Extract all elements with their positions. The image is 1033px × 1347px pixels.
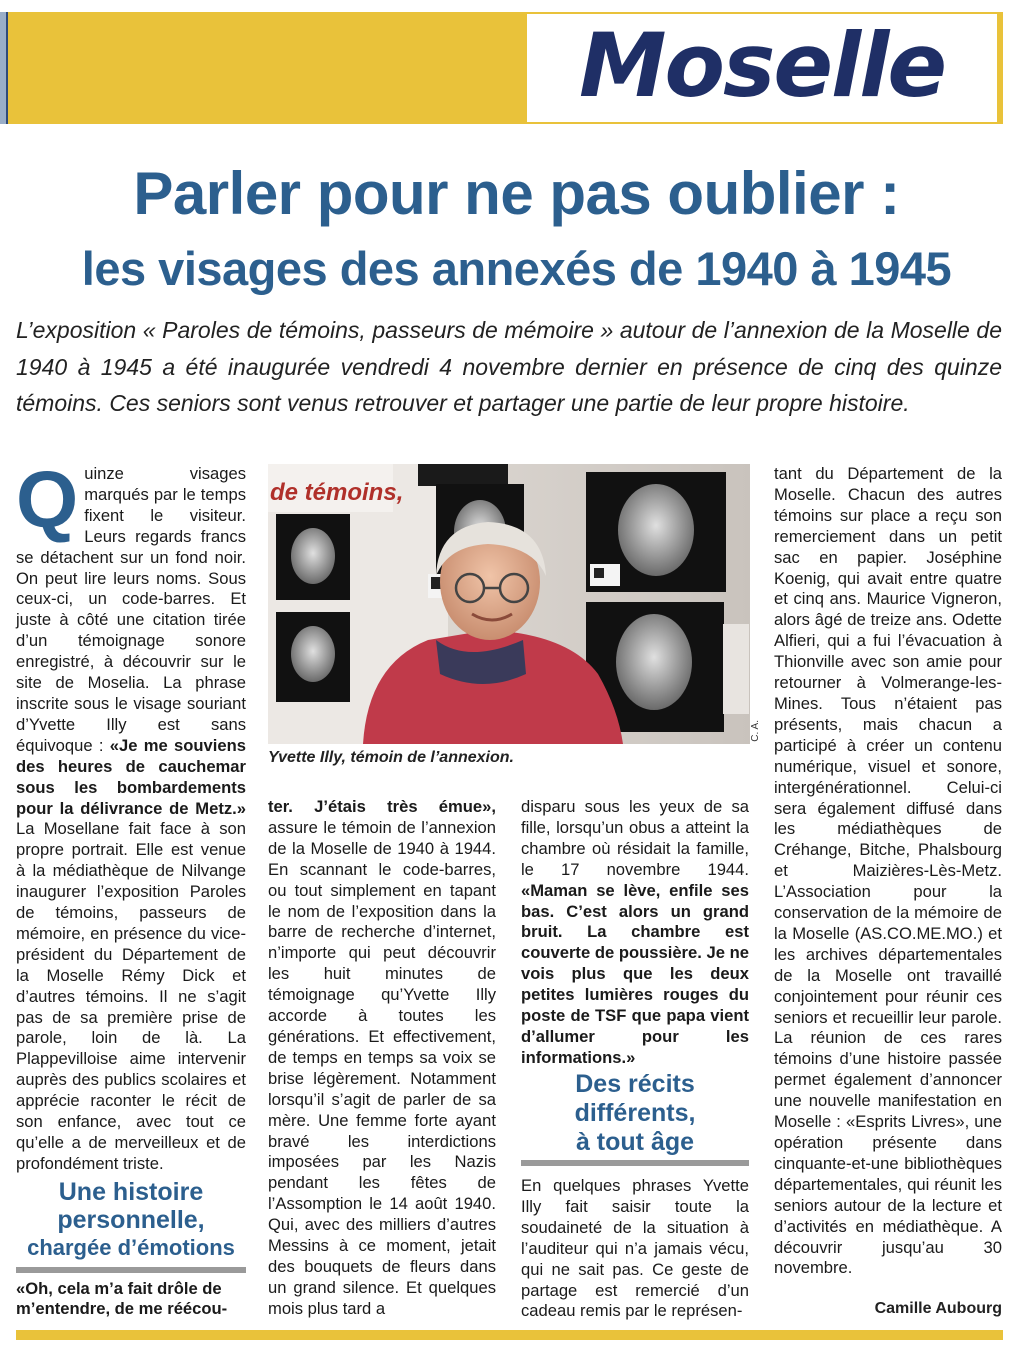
subhead-des-recits bbox=[521, 1070, 749, 1157]
lead-paragraph: L’exposition « Paroles de témoins, passeurs de mémoire » autour de l’annexion de la Moselle de 1940 à 1945 a été inaugurée vendredi 4 novembre dernier en présence de cinq des quinze témoins. Ces seniors sont venus retrouver et partager une partie de leur propre histoire. bbox=[16, 317, 1002, 416]
column-1-after-subhead: «Oh, cela m’a fait drôle de m’entendre, de me réécou- bbox=[16, 1279, 228, 1318]
subhead-2-rule bbox=[521, 1160, 749, 1166]
article-column-3 bbox=[521, 797, 749, 1067]
column-1-quote: «Je me souviens des heures de cauchemar sous les bombardements pour la délivrance de Metz.» bbox=[16, 735, 246, 818]
column-2-body: assure le témoin de l’annexion de la Moselle de 1940 à 1944. En scannant le code-barres, ou tout simplement en tapant le nom de l’exposition dans la barre de recherche d’internet, n’importe qui peut découvrir les huit minutes de témoignage qu’Yvette Illy accorde à toutes les générations. Et effectivement, de temps en temps sa voix se brise légèrement. Notamment lorsqu’il s’agit de parler de sa mère. Une femme forte ayant bravé les interdictions imposées par les Nazis pendant les fêtes de l’Assomption le 14 août 1940. Qui, avec des milliers d’autres Messins à ce moment, jetait des bouquets de fleurs dans un grand silence. Et quelques mois plus tard a bbox=[268, 817, 496, 1318]
author-signature: Camille Aubourg bbox=[874, 1300, 1002, 1317]
subhead-1-line-1: Une histoire bbox=[58, 1178, 204, 1206]
article-column-4 bbox=[774, 464, 1002, 1309]
column-1-text bbox=[16, 455, 246, 1175]
column-3-after-subhead: En quelques phrases Yvette Illy fait saisir toute la soudaineté de la situation à l’auditeur qui n’a jamais vécu, qui ne sait pas. Ce geste de partage est remercié d’un cadeau remis par le représen- bbox=[521, 1176, 749, 1321]
article-column-3-continued bbox=[521, 1176, 749, 1321]
subhead-1-line-2: personnelle, bbox=[57, 1206, 205, 1234]
subhead-1-rule bbox=[16, 1267, 246, 1273]
page-edge-tab bbox=[0, 12, 8, 124]
article-column-2 bbox=[268, 797, 496, 1317]
column-1-text-end: La Mosellane fait face à son propre portrait. Elle est venue à la médiathèque de Nilvange inaugurer l’exposition Paroles de témoins, passeurs de mémoire, en présence du vice-président du Département de la Moselle Rémy Dick et d’autres témoins. Il ne s’agit pas de sa première prise de parole, loin de là. La Plappevilloise aime intervenir auprès des publics scolaires et apprécie raconter le récit de son enfance, avec tout ce qu’elle a de merveilleux et de profondément triste. bbox=[16, 819, 246, 1173]
subhead-2-line-3: à tout âge bbox=[575, 1128, 695, 1156]
bottom-band bbox=[16, 1330, 1003, 1340]
column-2-quote: ter. J’étais très émue», bbox=[268, 797, 496, 816]
column-4-text: tant du Département de la Moselle. Chacun des autres témoins sur place a reçu son remerciement dans un petit sac en papier. Joséphine Koenig, qui avait entre quatre et cinq ans. Maurice Vigneron, alors âgé de treize ans. Odette Alfieri, qui a fui l’évacuation à Thionville avec son amie pour retourner à Volmerange-les-Mines. Tous n’étaient pas présents, mais chacun a participé à créer un contenu numérique, visuel et sonore, intergénérationnel. Celui-ci sera également diffusé dans les médiathèques de Créhange, Bitche, Phalsbourg et Maizières-Lès-Metz. L’Association pour la conservation de la mémoire de la Moselle (AS.CO.ME.MO.) et les archives départementales de la Moselle ont travaillé conjointement pour réunir ces seniors et recueillir leur parole. La réunion de ces rares témoins d’une histoire passée permet également d’annoncer une nouvelle manifestation en Moselle : «Esprits Livres», une opération présente dans cinquante-et-une bibliothèques départementales, qui réunit les seniors autour de la lecture et d’activités en médiathèque. A découvrir jusqu’au 30 novembre. bbox=[774, 464, 1002, 1278]
subhead-2-line-2: différents, bbox=[574, 1099, 696, 1127]
subhead-1-line-3: chargée d’émotions bbox=[27, 1235, 235, 1260]
photo-illustration bbox=[268, 464, 750, 744]
subhead-une-histoire bbox=[16, 1178, 246, 1262]
article-column-1 bbox=[16, 455, 246, 1173]
headline-line-2: les visages des annexés de 1940 à 1945 bbox=[81, 242, 952, 295]
photo-caption: Yvette Illy, témoin de l’annexion. bbox=[268, 749, 514, 766]
article-photo bbox=[268, 464, 750, 744]
section-title: Moselle bbox=[578, 14, 946, 117]
column-3-text bbox=[521, 797, 749, 1069]
photo-credit: C. A. bbox=[750, 720, 761, 742]
column-1-text-start: uinze visages marqués par le temps fixent le visiteur. Leurs regards francs se détachent sur un fond noir. On peut lire leurs noms. Sous ceux-ci, un code-barres. Et juste à côté une citation tirée d’un témoignage sonore enregistré, à découvrir sur le site de Moselia. La phrase inscrite sous le visage souriant d’Yvette Illy est sans équivoque : bbox=[16, 464, 246, 755]
column-3-quote: «Maman se lève, enfile ses bas. C’est alors un grand bruit. La chambre est couverte de poussière. Je ne vois plus que les deux petites lumières rouges du poste de TSF que papa vient d’allumer pour les informations.» bbox=[521, 880, 749, 1067]
photo-banner-text: de témoins, bbox=[270, 479, 404, 506]
column-2-text bbox=[268, 797, 496, 1320]
subhead-2-line-1: Des récits bbox=[575, 1070, 695, 1098]
drop-cap: Q bbox=[16, 455, 79, 544]
headline-line-1: Parler pour ne pas oublier : bbox=[133, 160, 900, 227]
column-3-body: disparu sous les yeux de sa fille, lorsqu’un obus a atteint la chambre où résidait la famille, le 17 novembre 1944. bbox=[521, 797, 749, 879]
